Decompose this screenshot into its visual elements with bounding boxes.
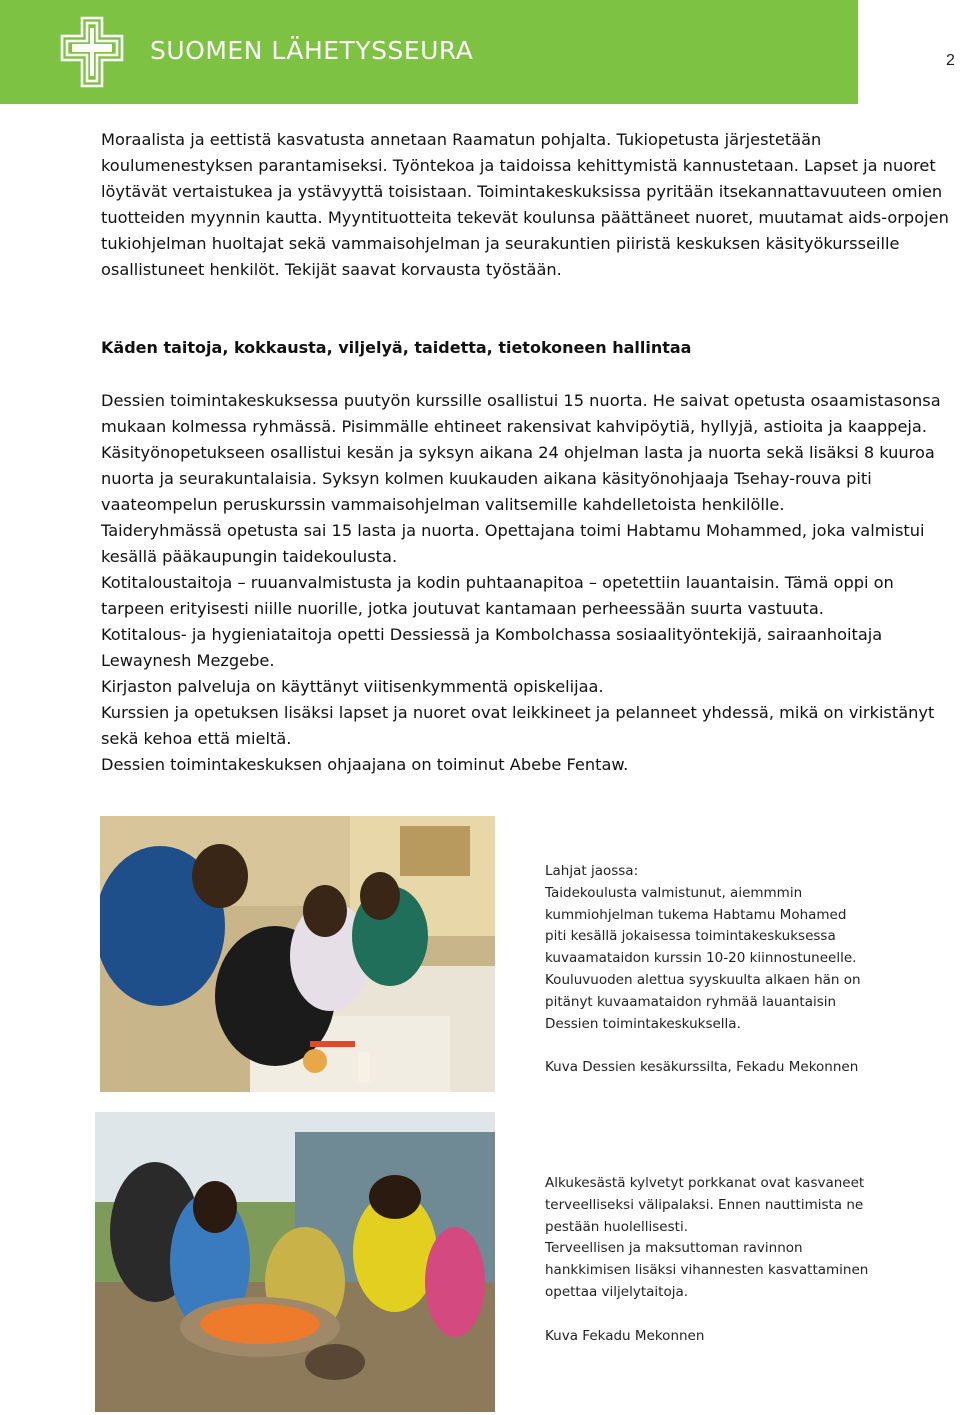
carrots-photo [95, 1112, 495, 1412]
caption-line: kuvaamataidon kurssin 10-20 kiinnostuneelle. [545, 950, 857, 967]
body-paragraph: Taideryhmässä opetusta sai 15 lasta ja nuorta. Opettajana toimi Habtamu Mohammed, joka valmistui kesällä pääkaupungin taidekoulusta. [101, 521, 925, 566]
photo-credit: Kuva Fekadu Mekonnen [545, 1327, 705, 1344]
body-paragraph: Kirjaston palveluja on käyttänyt viitisenkymmentä opiskelijaa. [101, 677, 604, 696]
photo-caption-1 [545, 861, 895, 1079]
header-banner [0, 0, 858, 104]
intro-paragraph: Moraalista ja eettistä kasvatusta annetaan Raamatun pohjalta. Tukiopetusta järjestetään koulumenestyksen parantamiseksi. Työntekoa ja taidoissa kehittymistä kannustetaan. Lapset ja nuoret löytävät vertaistukea ja ystävyyttä toisistaan. Toimintakeskuksissa pyritään itsekannattavuuteen omien tuotteiden myynnin kautta. Myyntituotteita tekevät koulunsa päättäneet nuoret, muutamat aids-orpojen tukiohjelman huoltajat sekä vammaisohjelman ja seurakuntien piiristä keskuksen käsityökursseille osallistuneet henkilöt. Tekijät saavat korvausta työstään. [101, 130, 949, 279]
brand-name: SUOMEN LÄHETYSSEURA [150, 36, 474, 65]
body-paragraph: Dessien toimintakeskuksen ohjaajana on toiminut Abebe Fentaw. [101, 755, 629, 774]
body-paragraph: Dessien toimintakeskuksessa puutyön kurssille osallistui 15 nuorta. He saivat opetusta osaamistasonsa mukaan kolmessa ryhmässä. Pisimmälle ehtineet rakensivat kahvipöytiä, hyllyjä, astioita ja kaappeja. [101, 391, 941, 436]
body-paragraph: Käsityönopetukseen osallistui kesän ja syksyn aikana 24 ohjelman lasta ja nuorta sekä lisäksi 8 kuuroa nuorta ja seurakuntalaisia. Syksyn kolmen kuukauden aikana käsityönohjaaja Tsehay-rouva piti vaateompelun peruskurssin vammaisohjelman valitsemille kahdelletoista henkilölle. [101, 443, 935, 514]
art-class-photo [100, 816, 495, 1092]
body-paragraph: Kotitalous- ja hygieniataitoja opetti Dessiessä ja Kombolchassa sosiaalityöntekijä, sairaanhoitaja Lewaynesh Mezgebe. [101, 625, 883, 670]
caption-line: pestään huolellisesti. [545, 1218, 688, 1235]
caption-line: Dessien toimintakeskuksella. [545, 1015, 741, 1032]
caption-line: hankkimisen lisäksi vihannesten kasvattaminen [545, 1262, 869, 1279]
body-paragraph: Kotitaloustaitoja – ruuanvalmistusta ja kodin puhtaanapitoa – opetettiin lauantaisin. Tämä oppi on tarpeen erityisesti niille nuorille, jotka joutuvat kantamaan perheessään suurta vastuuta. [101, 573, 894, 618]
section-body [101, 388, 960, 778]
photo-credit: Kuva Dessien kesäkurssilta, Fekadu Mekonnen [545, 1059, 859, 1076]
caption-line: Taidekoulusta valmistunut, aiemmmin [545, 884, 803, 901]
caption-line: terveelliseksi välipalaksi. Ennen nauttimista ne [545, 1196, 864, 1213]
caption-line: kummiohjelman tukema Habtamu Mohamed [545, 906, 847, 923]
page-number: 2 [946, 52, 955, 69]
section-heading: Käden taitoja, kokkausta, viljelyä, taidetta, tietokoneen hallintaa [101, 338, 692, 357]
caption-line: Alkukesästä kylvetyt porkkanat ovat kasvaneet [545, 1175, 865, 1191]
body-paragraph: Kurssien ja opetuksen lisäksi lapset ja nuoret ovat leikkineet ja pelanneet yhdessä, mikä on virkistänyt sekä kehoa että mieltä. [101, 703, 935, 748]
caption-line: Terveellisen ja maksuttoman ravinnon [545, 1240, 803, 1257]
caption-line: pitänyt kuvaamataidon ryhmää lauantaisin [545, 993, 837, 1010]
caption-line: opettaa viljelytaitoja. [545, 1283, 689, 1300]
caption-line: Lahjat jaossa: [545, 863, 639, 879]
photo-caption-2 [545, 1173, 895, 1347]
caption-line: piti kesällä jokaisessa toimintakeskuksessa [545, 928, 836, 945]
caption-line: Kouluvuoden alettua syyskuulta alkaen hän on [545, 971, 861, 988]
cross-logo-icon [54, 14, 130, 90]
